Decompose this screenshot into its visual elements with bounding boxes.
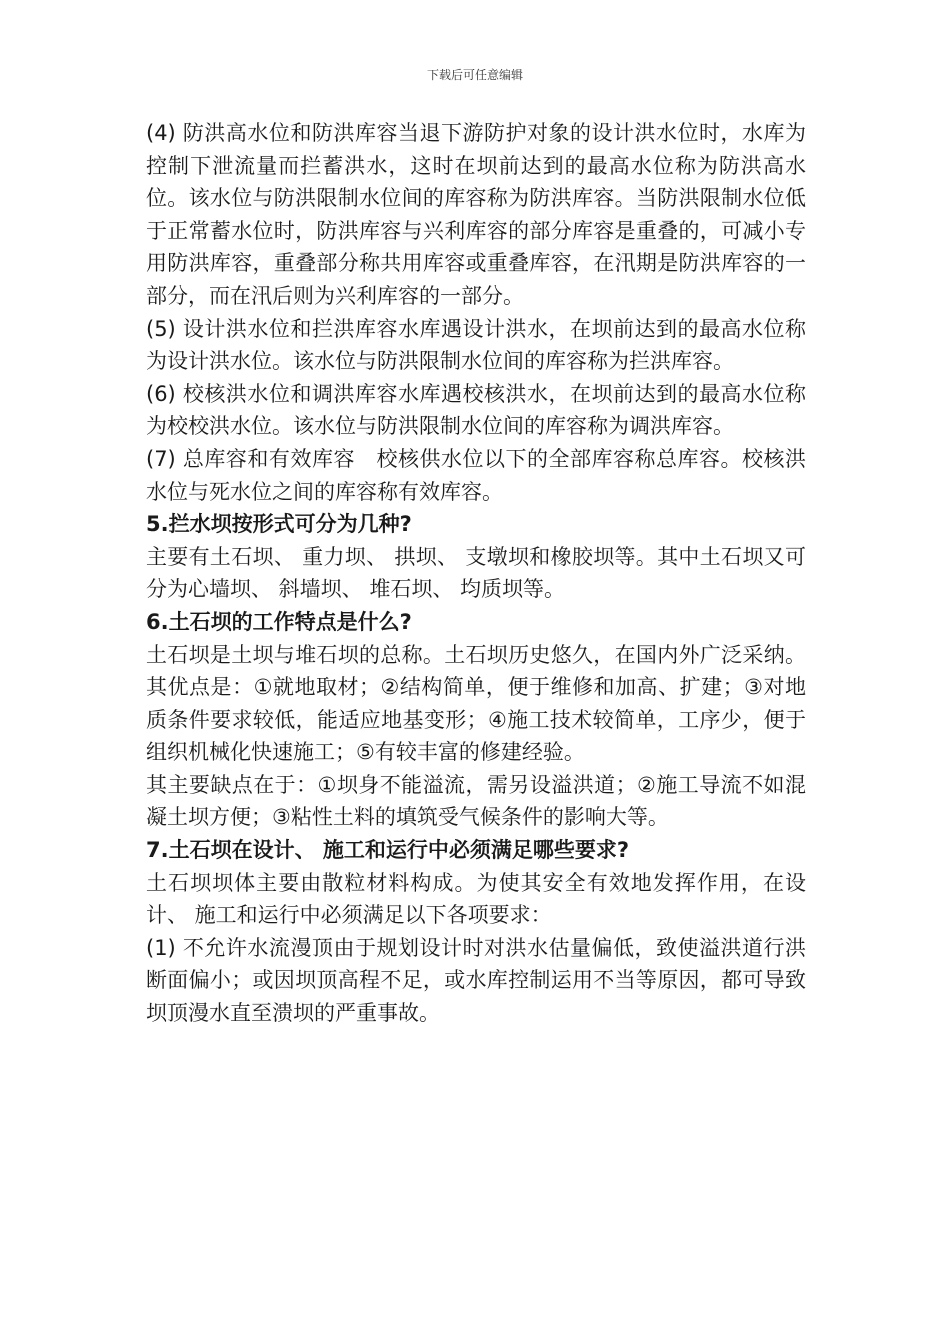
answer-7-item-1-paragraph: (1) 不允许水流漫顶由于规划设计时对洪水估量偏低，致使溢洪道行洪断面偏小；或因坝顶高程不足，或水库控制运用不当等原因，都可导致坝顶漫水直至溃坝的严重事故。 bbox=[146, 935, 806, 1026]
answer-7-intro-paragraph: 土石坝坝体主要由散粒材料构成。为使其安全有效地发挥作用，在设计、 施工和运行中必须满足以下各项要求： bbox=[146, 870, 806, 928]
paragraph-7-total-capacity: (7) 总库容和有效库容 校核供水位以下的全部库容称总库容。校核洪水位与死水位之间的库容称有效库容。 bbox=[146, 446, 806, 504]
question-7-heading: 7.土石坝在设计、 施工和运行中必须满足哪些要求? bbox=[146, 838, 630, 863]
paragraph-4-flood-control-level: (4) 防洪高水位和防洪库容当退下游防护对象的设计洪水位时，水库为控制下泄流量而拦蓄洪水，这时在坝前达到的最高水位称为防洪高水位。该水位与防洪限制水位间的库容称为防洪库容。当防洪限制水位低于正常蓄水位时，防洪库容与兴利库容的部分库容是重叠的，可减小专用防洪库容，重叠部分称共用库容或重叠库容，在汛期是防洪库容的一部分，而在汛后则为兴利库容的一部分。 bbox=[146, 121, 806, 308]
question-5-heading: 5.拦水坝按形式可分为几种? bbox=[146, 512, 412, 537]
paragraph-5-design-flood-level: (5) 设计洪水位和拦洪库容水库遇设计洪水，在坝前达到的最高水位称为设计洪水位。该水位与防洪限制水位间的库容称为拦洪库容。 bbox=[146, 316, 806, 374]
document-body bbox=[146, 117, 806, 1030]
paragraph-6-check-flood-level: (6) 校核洪水位和调洪库容水库遇校核洪水，在坝前达到的最高水位称为校校洪水位。该水位与防洪限制水位间的库容称为调洪库容。 bbox=[146, 381, 806, 439]
page-header: 下载后可任意编辑 bbox=[426, 68, 523, 82]
answer-6-disadvantages-paragraph: 其主要缺点在于：①坝身不能溢流，需另设溢洪道；②施工导流不如混凝土坝方便；③粘性土料的填筑受气候条件的影响大等。 bbox=[146, 772, 806, 830]
answer-5-paragraph: 主要有土石坝、 重力坝、 拱坝、 支墩坝和橡胶坝等。其中土石坝又可分为心墙坝、 斜墙坝、 堆石坝、 均质坝等。 bbox=[146, 544, 806, 602]
answer-6-advantages-paragraph: 土石坝是土坝与堆石坝的总称。土石坝历史悠久，在国内外广泛采纳。其优点是：①就地取材；②结构简单，便于维修和加高、扩建；③对地质条件要求较低，能适应地基变形；④施工技术较简单，工序少，便于组织机械化快速施工；⑤有较丰富的修建经验。 bbox=[146, 642, 806, 765]
question-6-heading: 6.土石坝的工作特点是什么? bbox=[146, 609, 412, 634]
